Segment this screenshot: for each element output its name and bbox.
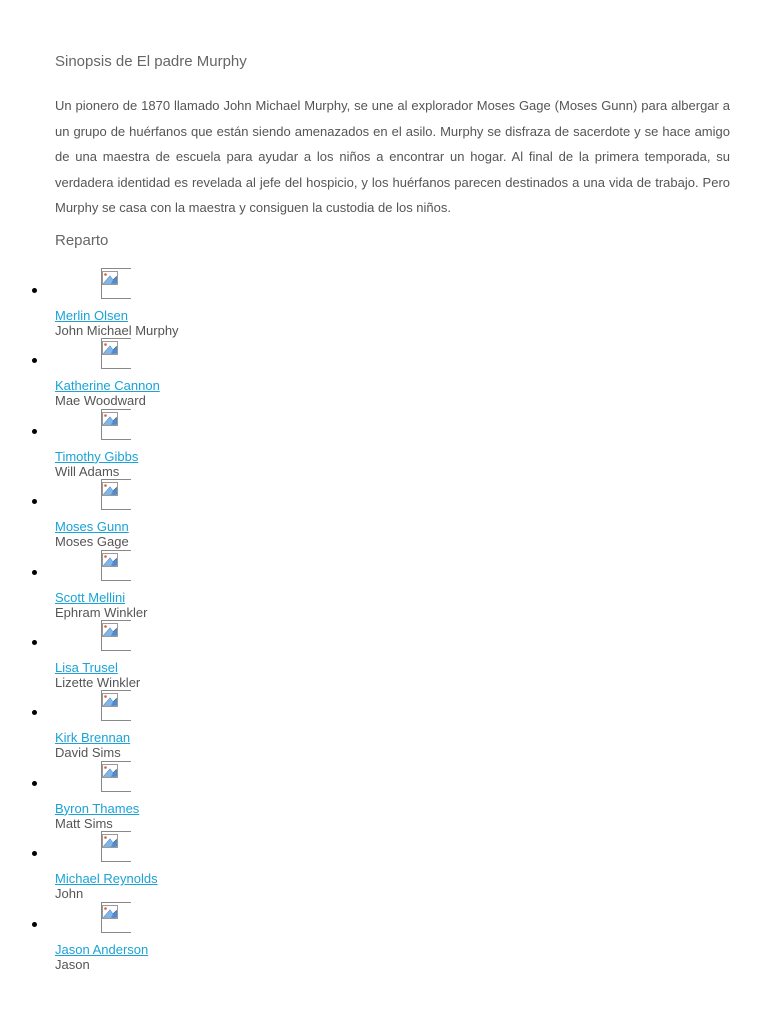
actor-photo <box>101 761 131 792</box>
actor-link[interactable]: Michael Reynolds <box>55 871 158 887</box>
role-name: Ephram Winkler <box>55 604 148 620</box>
list-bullet <box>32 710 37 715</box>
list-bullet <box>32 499 37 504</box>
cast-list <box>55 266 355 970</box>
role-name: Mae Woodward <box>55 393 146 409</box>
role-name: John <box>55 886 84 902</box>
list-bullet <box>32 570 37 575</box>
role-name: Jason <box>55 956 90 972</box>
cast-title: Reparto <box>55 232 109 249</box>
role-name: Moses Gage <box>55 534 129 550</box>
list-bullet <box>32 640 37 645</box>
actor-link[interactable]: Timothy Gibbs <box>55 448 139 464</box>
list-bullet <box>32 922 37 927</box>
actor-link[interactable]: Moses Gunn <box>55 519 129 535</box>
broken-image-icon <box>102 412 118 426</box>
actor-photo <box>101 409 131 440</box>
cast-item <box>55 407 355 477</box>
actor-photo <box>101 831 131 862</box>
broken-image-icon <box>102 341 118 355</box>
actor-photo <box>101 338 131 369</box>
list-bullet <box>32 288 37 293</box>
actor-link[interactable]: Scott Mellini <box>55 589 126 605</box>
broken-image-icon <box>102 271 118 285</box>
role-name: Lizette Winkler <box>55 674 141 690</box>
list-bullet <box>32 358 37 363</box>
cast-item <box>55 688 355 761</box>
cast-item <box>55 336 355 409</box>
broken-image-icon <box>102 553 118 567</box>
broken-image-icon <box>102 623 118 637</box>
list-bullet <box>32 851 37 856</box>
actor-link[interactable]: Byron Thames <box>55 800 140 816</box>
actor-photo <box>101 550 131 581</box>
broken-image-icon <box>102 905 118 919</box>
cast-item <box>55 548 355 618</box>
synopsis-title: Sinopsis de El padre Murphy <box>55 53 247 70</box>
cast-item <box>55 900 355 970</box>
actor-photo <box>101 268 131 299</box>
actor-link[interactable]: Katherine Cannon <box>55 378 160 394</box>
actor-link[interactable]: Kirk Brennan <box>55 730 131 746</box>
role-name: Matt Sims <box>55 815 113 831</box>
list-bullet <box>32 429 37 434</box>
cast-item <box>55 477 355 550</box>
broken-image-icon <box>102 482 118 496</box>
cast-item <box>55 829 355 902</box>
broken-image-icon <box>102 693 118 707</box>
actor-photo <box>101 902 131 933</box>
cast-item <box>55 618 355 688</box>
broken-image-icon <box>102 834 118 848</box>
actor-photo <box>101 620 131 651</box>
actor-photo <box>101 690 131 721</box>
cast-item <box>55 759 355 829</box>
synopsis-text: Un pionero de 1870 llamado John Michael Murphy, se une al explorador Moses Gage (Moses Gunn) para albergar a un grupo de huérfanos que están siendo amenazados en el asilo. Murphy se disfraza de sacerdote y se hace amigo de una maestra de escuela para ayudar a los niños a encontrar un hogar. Al final de la primera temporada, su verdadera identidad es revelada al jefe del hospicio, y los huérfanos parecen destinados a una vida de trabajo. Pero Murphy se casa con la maestra y consiguen la custodia de los niños. <box>55 98 730 215</box>
role-name: John Michael Murphy <box>55 323 179 338</box>
role-name: David Sims <box>55 745 121 761</box>
actor-link[interactable]: Lisa Trusel <box>55 659 118 675</box>
actor-link[interactable]: Merlin Olsen <box>55 308 128 323</box>
actor-photo <box>101 479 131 510</box>
role-name: Will Adams <box>55 463 120 479</box>
cast-item <box>55 266 355 336</box>
broken-image-icon <box>102 764 118 778</box>
list-bullet <box>32 781 37 786</box>
actor-link[interactable]: Jason Anderson <box>55 941 149 957</box>
